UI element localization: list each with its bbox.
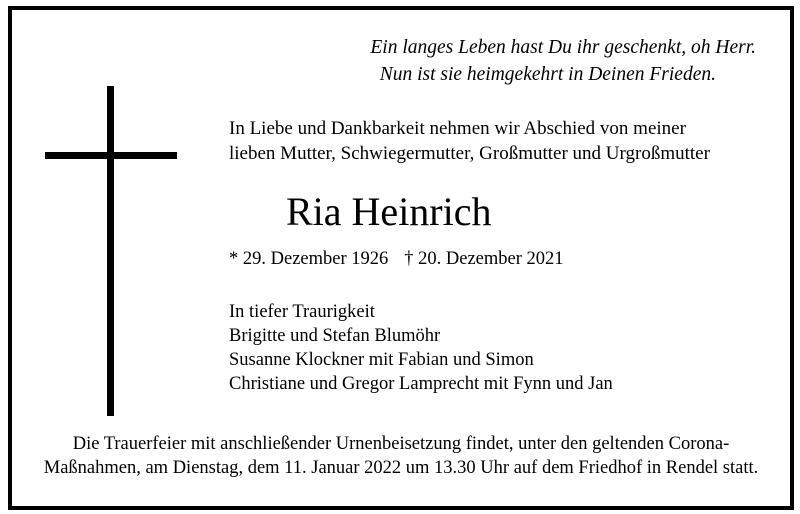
birth-date: * 29. Dezember 1926 [229,249,389,269]
mourners-line: Christiane und Gregor Lamprecht mit Fynn und Jan [229,374,613,394]
mourners-line: Susanne Klockner mit Fabian und Simon [229,350,534,370]
mourners-list [229,300,613,396]
notice-line: Maßnahmen, am Dienstag, dem 11. Januar 2022 um 13.30 Uhr auf dem Friedhof in Rendel statt. [43,458,759,478]
notice-line: Die Trauerfeier mit anschließender Urnenbeisetzung findet, unter den geltenden Corona- [72,434,730,454]
intro-line: lieben Mutter, Schwiegermutter, Großmutter und Urgroßmutter [229,143,710,164]
cross-icon-horizontal-bar [45,152,177,159]
verse-line: Ein langes Leben hast Du ihr geschenkt, oh Herr. [370,37,756,58]
mourners-line: Brigitte und Stefan Blumöhr [229,326,441,346]
intro-line: In Liebe und Dankbarkeit nehmen wir Abschied von meiner [229,118,686,139]
funeral-notice [12,432,790,480]
verse-line: Nun ist sie heimgekehrt in Deinen Frieden. [379,64,716,85]
intro-text [229,116,710,166]
mourners-line: In tiefer Traurigkeit [229,302,375,322]
life-dates [229,247,564,271]
obituary-notice [8,6,794,510]
deceased-name: Ria Heinrich [286,189,492,234]
death-date: † 20. Dezember 2021 [404,249,564,269]
cross-icon-vertical-bar [107,86,114,416]
bible-verse [370,34,756,88]
